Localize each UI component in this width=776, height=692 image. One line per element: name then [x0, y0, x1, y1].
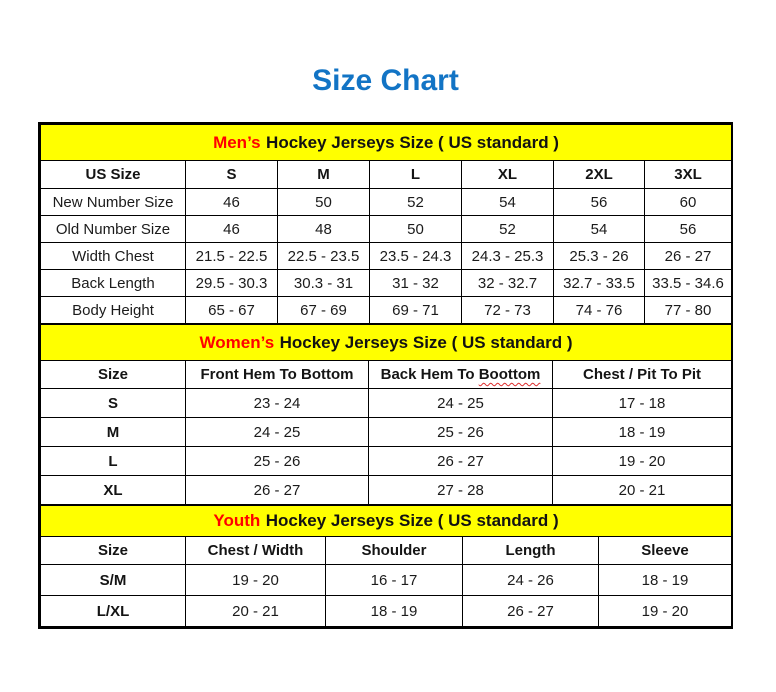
youth-banner-row [41, 506, 732, 537]
cell-value: 29.5 - 30.3 [186, 270, 278, 297]
cell-value: 24 - 26 [463, 565, 599, 596]
youth-banner [41, 506, 732, 537]
column-header: XL [462, 161, 554, 189]
cell-value: 67 - 69 [278, 297, 370, 324]
column-header: 2XL [554, 161, 645, 189]
row-label: L [41, 447, 186, 476]
column-header: Sleeve [599, 537, 732, 565]
cell-value: 18 - 19 [599, 565, 732, 596]
page-title: Size Chart [312, 64, 459, 97]
row-label: Old Number Size [41, 216, 186, 243]
cell-value: 56 [554, 189, 645, 216]
cell-value: 19 - 20 [553, 447, 732, 476]
table-row [41, 447, 732, 476]
banner-rest-text: Hockey Jerseys Size ( US standard ) [279, 332, 573, 352]
cell-value: 60 [645, 189, 732, 216]
column-header: Length [463, 537, 599, 565]
cell-value: 48 [278, 216, 370, 243]
table-row [41, 476, 732, 505]
cell-value: 54 [554, 216, 645, 243]
cell-value: 50 [278, 189, 370, 216]
youth-header-row [41, 537, 732, 565]
row-label: L/XL [41, 596, 186, 627]
column-header: Size [41, 537, 186, 565]
cell-value: 52 [462, 216, 554, 243]
cell-value: 74 - 76 [554, 297, 645, 324]
cell-value: 52 [370, 189, 462, 216]
cell-value: 18 - 19 [326, 596, 463, 627]
banner-rest-text: Hockey Jerseys Size ( US standard ) [266, 132, 559, 152]
cell-value: 26 - 27 [186, 476, 369, 505]
cell-value: 20 - 21 [553, 476, 732, 505]
youth-size-table [40, 505, 732, 627]
column-header: Shoulder [326, 537, 463, 565]
cell-value: 22.5 - 23.5 [278, 243, 370, 270]
cell-value: 26 - 27 [369, 447, 553, 476]
cell-value: 72 - 73 [462, 297, 554, 324]
size-chart-tables [38, 122, 733, 629]
table-row [41, 270, 732, 297]
womens-size-table [40, 324, 732, 505]
cell-value: 21.5 - 22.5 [186, 243, 278, 270]
column-header: S [186, 161, 278, 189]
cell-value: 65 - 67 [186, 297, 278, 324]
womens-header-row [41, 361, 732, 389]
banner-highlight-text: Youth [213, 511, 261, 530]
column-header: Front Hem To Bottom [186, 361, 369, 389]
column-header: L [370, 161, 462, 189]
cell-value: 33.5 - 34.6 [645, 270, 732, 297]
cell-value: 32 - 32.7 [462, 270, 554, 297]
banner-highlight-text: Men’s [213, 132, 261, 152]
mens-banner [41, 125, 732, 161]
cell-value: 16 - 17 [326, 565, 463, 596]
cell-value: 19 - 20 [599, 596, 732, 627]
cell-value: 20 - 21 [186, 596, 326, 627]
womens-banner [41, 325, 732, 361]
column-header: 3XL [645, 161, 732, 189]
table-row [41, 565, 732, 596]
mens-banner-row [41, 125, 732, 161]
row-label: XL [41, 476, 186, 505]
table-row [41, 243, 732, 270]
cell-value: 23 - 24 [186, 389, 369, 418]
cell-value: 69 - 71 [370, 297, 462, 324]
table-row [41, 216, 732, 243]
cell-value: 24.3 - 25.3 [462, 243, 554, 270]
table-row [41, 189, 732, 216]
mens-size-table [40, 124, 732, 324]
cell-value: 77 - 80 [645, 297, 732, 324]
cell-value: 30.3 - 31 [278, 270, 370, 297]
column-header: Chest / Pit To Pit [553, 361, 732, 389]
row-label: M [41, 418, 186, 447]
cell-value: 32.7 - 33.5 [554, 270, 645, 297]
misspelled-word: Boottom [478, 366, 541, 383]
table-row [41, 389, 732, 418]
cell-value: 26 - 27 [645, 243, 732, 270]
row-label: Width Chest [41, 243, 186, 270]
table-row [41, 297, 732, 324]
banner-highlight-text: Women’s [199, 332, 275, 352]
cell-value: 54 [462, 189, 554, 216]
row-label: Back Length [41, 270, 186, 297]
row-label: S/M [41, 565, 186, 596]
row-label: Body Height [41, 297, 186, 324]
cell-value: 19 - 20 [186, 565, 326, 596]
cell-value: 24 - 25 [186, 418, 369, 447]
column-header: US Size [41, 161, 186, 189]
row-label: S [41, 389, 186, 418]
cell-value: 24 - 25 [369, 389, 553, 418]
cell-value: 17 - 18 [553, 389, 732, 418]
cell-value: 23.5 - 24.3 [370, 243, 462, 270]
row-label: New Number Size [41, 189, 186, 216]
cell-value: 46 [186, 216, 278, 243]
column-header-text: Back Hem To [380, 366, 479, 383]
cell-value: 50 [370, 216, 462, 243]
column-header: M [278, 161, 370, 189]
cell-value: 25 - 26 [369, 418, 553, 447]
table-row [41, 596, 732, 627]
column-header: Chest / Width [186, 537, 326, 565]
cell-value: 26 - 27 [463, 596, 599, 627]
cell-value: 27 - 28 [369, 476, 553, 505]
womens-banner-row [41, 325, 732, 361]
mens-header-row [41, 161, 732, 189]
size-chart-page [38, 0, 733, 629]
cell-value: 31 - 32 [370, 270, 462, 297]
cell-value: 18 - 19 [553, 418, 732, 447]
cell-value: 25.3 - 26 [554, 243, 645, 270]
cell-value: 25 - 26 [186, 447, 369, 476]
cell-value: 46 [186, 189, 278, 216]
banner-rest-text: Hockey Jerseys Size ( US standard ) [265, 511, 559, 530]
column-header: Size [41, 361, 186, 389]
table-row [41, 418, 732, 447]
column-header [369, 361, 553, 389]
cell-value: 56 [645, 216, 732, 243]
